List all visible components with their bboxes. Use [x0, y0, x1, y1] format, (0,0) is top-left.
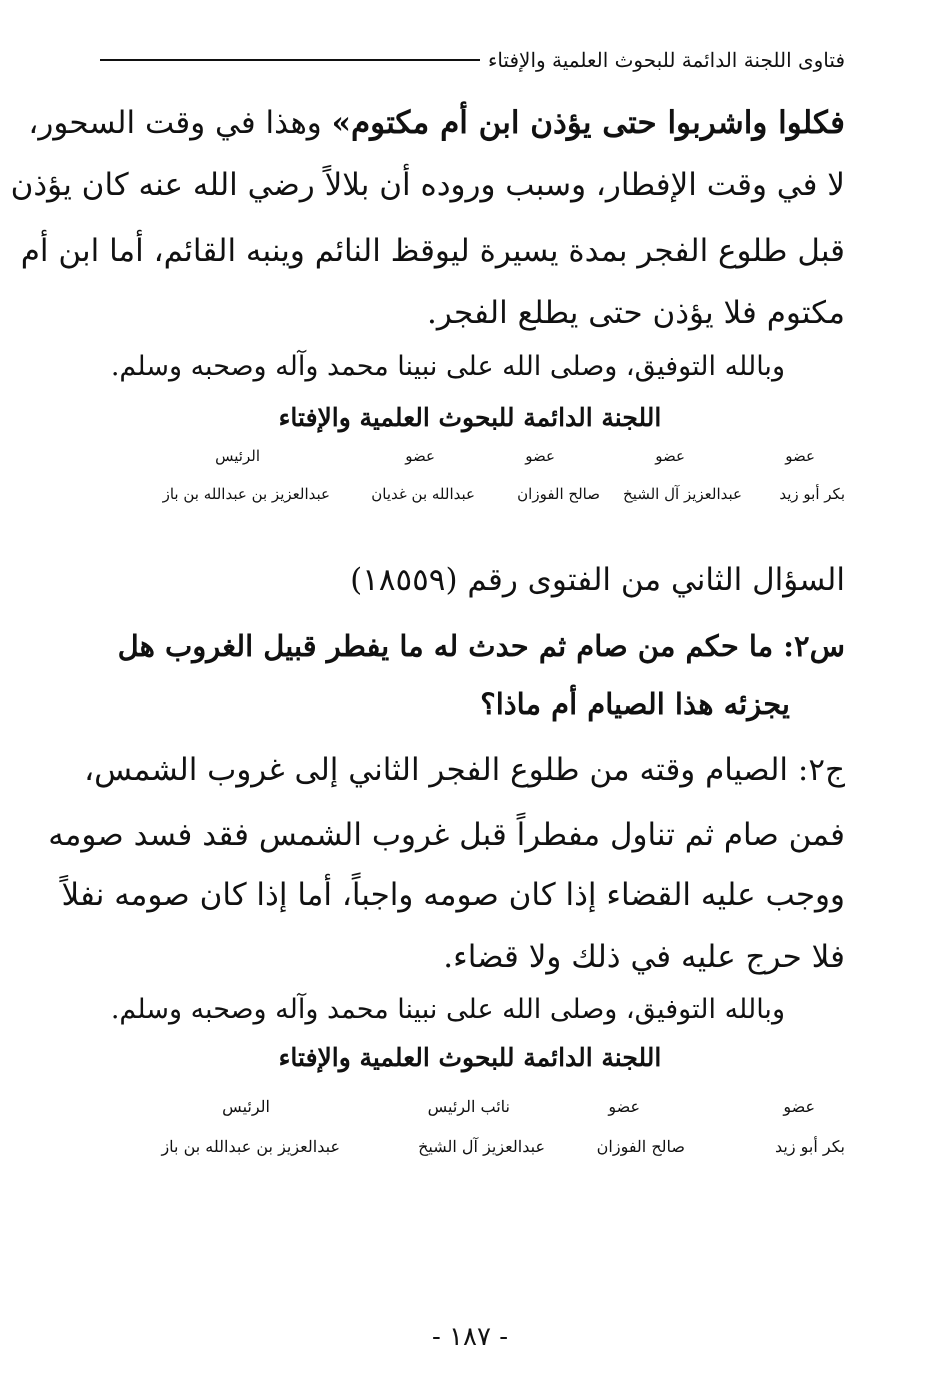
- sig2-role-3: الرئيس: [222, 1097, 270, 1116]
- sig1-name-2: صالح الفوزان: [517, 485, 600, 503]
- body-line-2: لا في وقت الإفطار، وسبب وروده أن بلالاً رضي الله عنه كان يؤذن: [10, 167, 845, 203]
- running-header: [100, 42, 845, 78]
- body-line-1-rest: وهذا في وقت السحور،: [28, 105, 332, 141]
- answer-line-1: ج٢: الصيام وقته من طلوع الفجر الثاني إلى غروب الشمس،: [84, 752, 845, 788]
- question-line-1: س٢: ما حكم من صام ثم حدث له ما يفطر قبيل الغروب هل: [117, 629, 845, 663]
- body-line-1: [28, 105, 845, 141]
- header-rule: [100, 59, 480, 61]
- answer-line-3: ووجب عليه القضاء إذا كان صومه واجباً، أما إذا كان صومه نفلاً: [61, 877, 845, 913]
- sig1-name-1: عبدالعزيز آل الشيخ: [623, 485, 742, 503]
- answer-line-4: فلا حرج عليه في ذلك ولا قضاء.: [443, 939, 845, 975]
- sig2-name-0: بكر أبو زيد: [774, 1137, 845, 1156]
- page-number: - ١٨٧ -: [431, 1322, 509, 1352]
- sig1-role-3: عضو: [405, 447, 435, 465]
- sig2-name-3: عبدالعزيز بن عبدالله بن باز: [161, 1137, 340, 1156]
- sig1-name-3: عبدالله بن غديان: [371, 485, 475, 503]
- sig1-role-0: عضو: [785, 447, 815, 465]
- sig1-role-1: عضو: [655, 447, 685, 465]
- committee-title-1: اللجنة الدائمة للبحوث العلمية والإفتاء: [278, 403, 662, 432]
- sig1-name-0: بكر أبو زيد: [779, 485, 845, 503]
- sig2-role-1: عضو: [608, 1097, 640, 1116]
- sig1-name-4: عبدالعزيز بن عبدالله بن باز: [162, 485, 330, 503]
- body-line-3: قبل طلوع الفجر بمدة يسيرة ليوقظ النائم وينبه القائم، أما ابن أم: [20, 233, 845, 269]
- sig1-role-2: عضو: [525, 447, 555, 465]
- sig2-name-2: عبدالعزيز آل الشيخ: [418, 1137, 545, 1156]
- answer-line-2: فمن صام ثم تناول مفطراً قبل غروب الشمس فقد فسد صومه: [48, 817, 845, 853]
- sig2-role-2: نائب الرئيس: [427, 1097, 510, 1116]
- committee-title-2: اللجنة الدائمة للبحوث العلمية والإفتاء: [278, 1043, 662, 1072]
- sig2-role-0: عضو: [783, 1097, 815, 1116]
- question-line-2: يجزئه هذا الصيام أم ماذا؟: [480, 687, 790, 721]
- question-heading: السؤال الثاني من الفتوى رقم (١٨٥٥٩): [350, 562, 845, 598]
- body-line-4: مكتوم فلا يؤذن حتى يطلع الفجر.: [427, 295, 845, 331]
- header-title: فتاوى اللجنة الدائمة للبحوث العلمية والإفتاء: [487, 48, 845, 72]
- sig1-role-4: الرئيس: [215, 447, 260, 465]
- closing-line-2: وبالله التوفيق، وصلى الله على نبينا محمد وآله وصحبه وسلم.: [110, 994, 785, 1025]
- sig2-name-1: صالح الفوزان: [596, 1137, 685, 1156]
- hadith-quote: فكلوا واشربوا حتى يؤذن ابن أم مكتوم»: [331, 105, 845, 141]
- closing-line-1: وبالله التوفيق، وصلى الله على نبينا محمد وآله وصحبه وسلم.: [110, 351, 785, 382]
